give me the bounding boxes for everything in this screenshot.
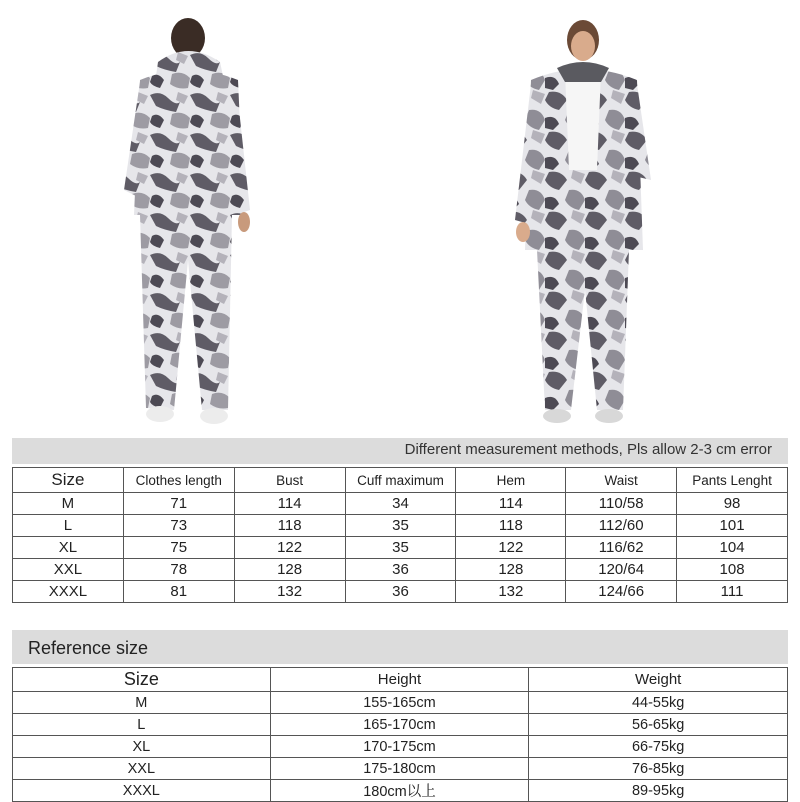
header-pants-length: Pants Lenght: [677, 468, 788, 493]
size-cell: M: [13, 692, 271, 714]
size-cell: L: [13, 515, 124, 537]
weight-cell: 89-95kg: [529, 780, 788, 802]
bust-cell: 132: [234, 581, 345, 603]
cuff-cell: 36: [345, 581, 456, 603]
reference-size-bar: [12, 630, 788, 664]
male-model-back-view: [110, 10, 260, 430]
size-cell: XL: [13, 537, 124, 559]
hem-cell: 114: [456, 493, 566, 515]
cuff-cell: 35: [345, 537, 456, 559]
pants-length-cell: 101: [677, 515, 788, 537]
size-chart-note-bar: [12, 438, 788, 464]
reference-size-table: [12, 667, 788, 802]
header-hem: Hem: [456, 468, 566, 493]
clothes-length-cell: 81: [123, 581, 234, 603]
pants-length-cell: 108: [677, 559, 788, 581]
table-row: [13, 736, 788, 758]
header-height: Height: [270, 668, 529, 692]
clothes-length-cell: 75: [123, 537, 234, 559]
height-cell: 180cm以上: [270, 780, 529, 802]
table-row: [13, 581, 788, 603]
size-cell: XXXL: [13, 780, 271, 802]
reference-header-row: [13, 668, 788, 692]
cuff-cell: 34: [345, 493, 456, 515]
table-row: [13, 493, 788, 515]
bust-cell: 122: [234, 537, 345, 559]
height-cell: 175-180cm: [270, 758, 529, 780]
bust-cell: 118: [234, 515, 345, 537]
reference-size-title: Reference size: [28, 638, 149, 658]
table-row: [13, 758, 788, 780]
table-row: [13, 780, 788, 802]
pants-length-cell: 111: [677, 581, 788, 603]
cuff-cell: 35: [345, 515, 456, 537]
clothes-length-cell: 71: [123, 493, 234, 515]
hem-cell: 118: [456, 515, 566, 537]
cuff-cell: 36: [345, 559, 456, 581]
weight-cell: 44-55kg: [529, 692, 788, 714]
clothes-length-cell: 78: [123, 559, 234, 581]
waist-cell: 110/58: [566, 493, 677, 515]
waist-cell: 124/66: [566, 581, 677, 603]
pants-length-cell: 98: [677, 493, 788, 515]
bust-cell: 114: [234, 493, 345, 515]
height-cell: 155-165cm: [270, 692, 529, 714]
clothes-length-cell: 73: [123, 515, 234, 537]
waist-cell: 112/60: [566, 515, 677, 537]
header-size: Size: [13, 668, 271, 692]
header-weight: Weight: [529, 668, 788, 692]
header-cuff-maximum: Cuff maximum: [345, 468, 456, 493]
waist-cell: 116/62: [566, 537, 677, 559]
size-cell: L: [13, 714, 271, 736]
header-bust: Bust: [234, 468, 345, 493]
female-model-front-view: [505, 10, 665, 430]
bust-cell: 128: [234, 559, 345, 581]
size-cell: XXXL: [13, 581, 124, 603]
height-cell: 165-170cm: [270, 714, 529, 736]
hem-cell: 128: [456, 559, 566, 581]
hem-cell: 132: [456, 581, 566, 603]
weight-cell: 76-85kg: [529, 758, 788, 780]
table-row: [13, 515, 788, 537]
header-waist: Waist: [566, 468, 677, 493]
size-cell: XXL: [13, 559, 124, 581]
table-row: [13, 537, 788, 559]
table-row: [13, 559, 788, 581]
header-clothes-length: Clothes length: [123, 468, 234, 493]
height-cell: 170-175cm: [270, 736, 529, 758]
pants-length-cell: 104: [677, 537, 788, 559]
header-size: Size: [13, 468, 124, 493]
size-cell: M: [13, 493, 124, 515]
table-row: [13, 714, 788, 736]
weight-cell: 56-65kg: [529, 714, 788, 736]
hem-cell: 122: [456, 537, 566, 559]
size-cell: XL: [13, 736, 271, 758]
size-cell: XXL: [13, 758, 271, 780]
size-chart-table: [12, 467, 788, 603]
size-chart-header-row: [13, 468, 788, 493]
table-row: [13, 692, 788, 714]
measurement-note: Different measurement methods, Pls allow 2-3 cm error: [404, 441, 772, 458]
weight-cell: 66-75kg: [529, 736, 788, 758]
waist-cell: 120/64: [566, 559, 677, 581]
